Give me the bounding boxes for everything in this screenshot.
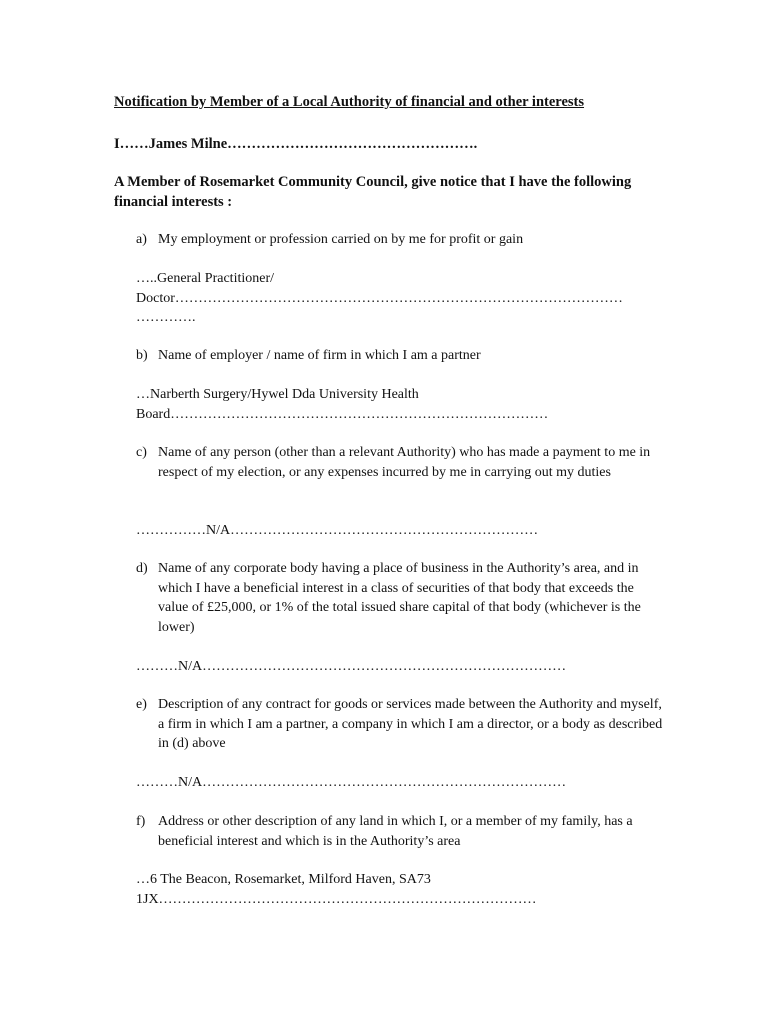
interest-item-e [136,695,666,754]
item-answer-e: ………N/A…………………………………………………………………… [136,775,567,790]
interest-item-c [136,443,666,482]
notice-statement: A Member of Rosemarket Community Council, give notice that I have the following financial interests : [114,174,632,210]
item-letter: b) [136,348,148,363]
interest-item-d [136,559,666,637]
item-question: My employment or profession carried on by me for profit or gain [158,232,524,247]
item-letter: d) [136,561,148,576]
interest-item-f [136,812,666,851]
interest-item-b [136,346,666,366]
item-answer-b: …Narberth Surgery/Hywel Dda University Health Board……………………………………………………………………… [136,387,549,422]
item-answer-a: …..General Practitioner/ Doctor…………………………………………………………………………………… …………. [136,271,623,325]
item-question: Address or other description of any land in which I, or a member of my family, has a beneficial interest and which is in the Authority’s area [158,814,633,849]
item-question: Description of any contract for goods or services made between the Authority and myself, a firm in which I am a partner, a company in which I am a director, or a body as described in (d) above [158,697,663,751]
item-question: Name of any person (other than a relevant Authority) who has made a payment to me in respect of my election, or any expenses incurred by me in carrying out my duties [158,445,651,480]
declarant-line: I……James Milne……………………………………………. [114,136,478,152]
item-letter: c) [136,445,147,460]
item-letter: a) [136,232,147,247]
item-answer-d: ………N/A…………………………………………………………………… [136,659,567,674]
document-title: Notification by Member of a Local Authority of financial and other interests [114,94,585,110]
item-answer-c: ……………N/A………………………………………………………… [136,523,539,538]
item-letter: e) [136,697,147,712]
item-question: Name of employer / name of firm in which I am a partner [158,348,481,363]
item-letter: f) [136,814,146,829]
item-answer-f: …6 The Beacon, Rosemarket, Milford Haven, SA73 1JX……………………………………………………………………… [136,872,537,907]
item-question: Name of any corporate body having a place of business in the Authority’s area, and in which I have a beneficial interest in a class of securities of that body that exceeds the value of £25,000, or 1% of the total issued share capital of that body (whichever is the lower) [158,561,641,635]
interest-item-a [136,230,666,250]
